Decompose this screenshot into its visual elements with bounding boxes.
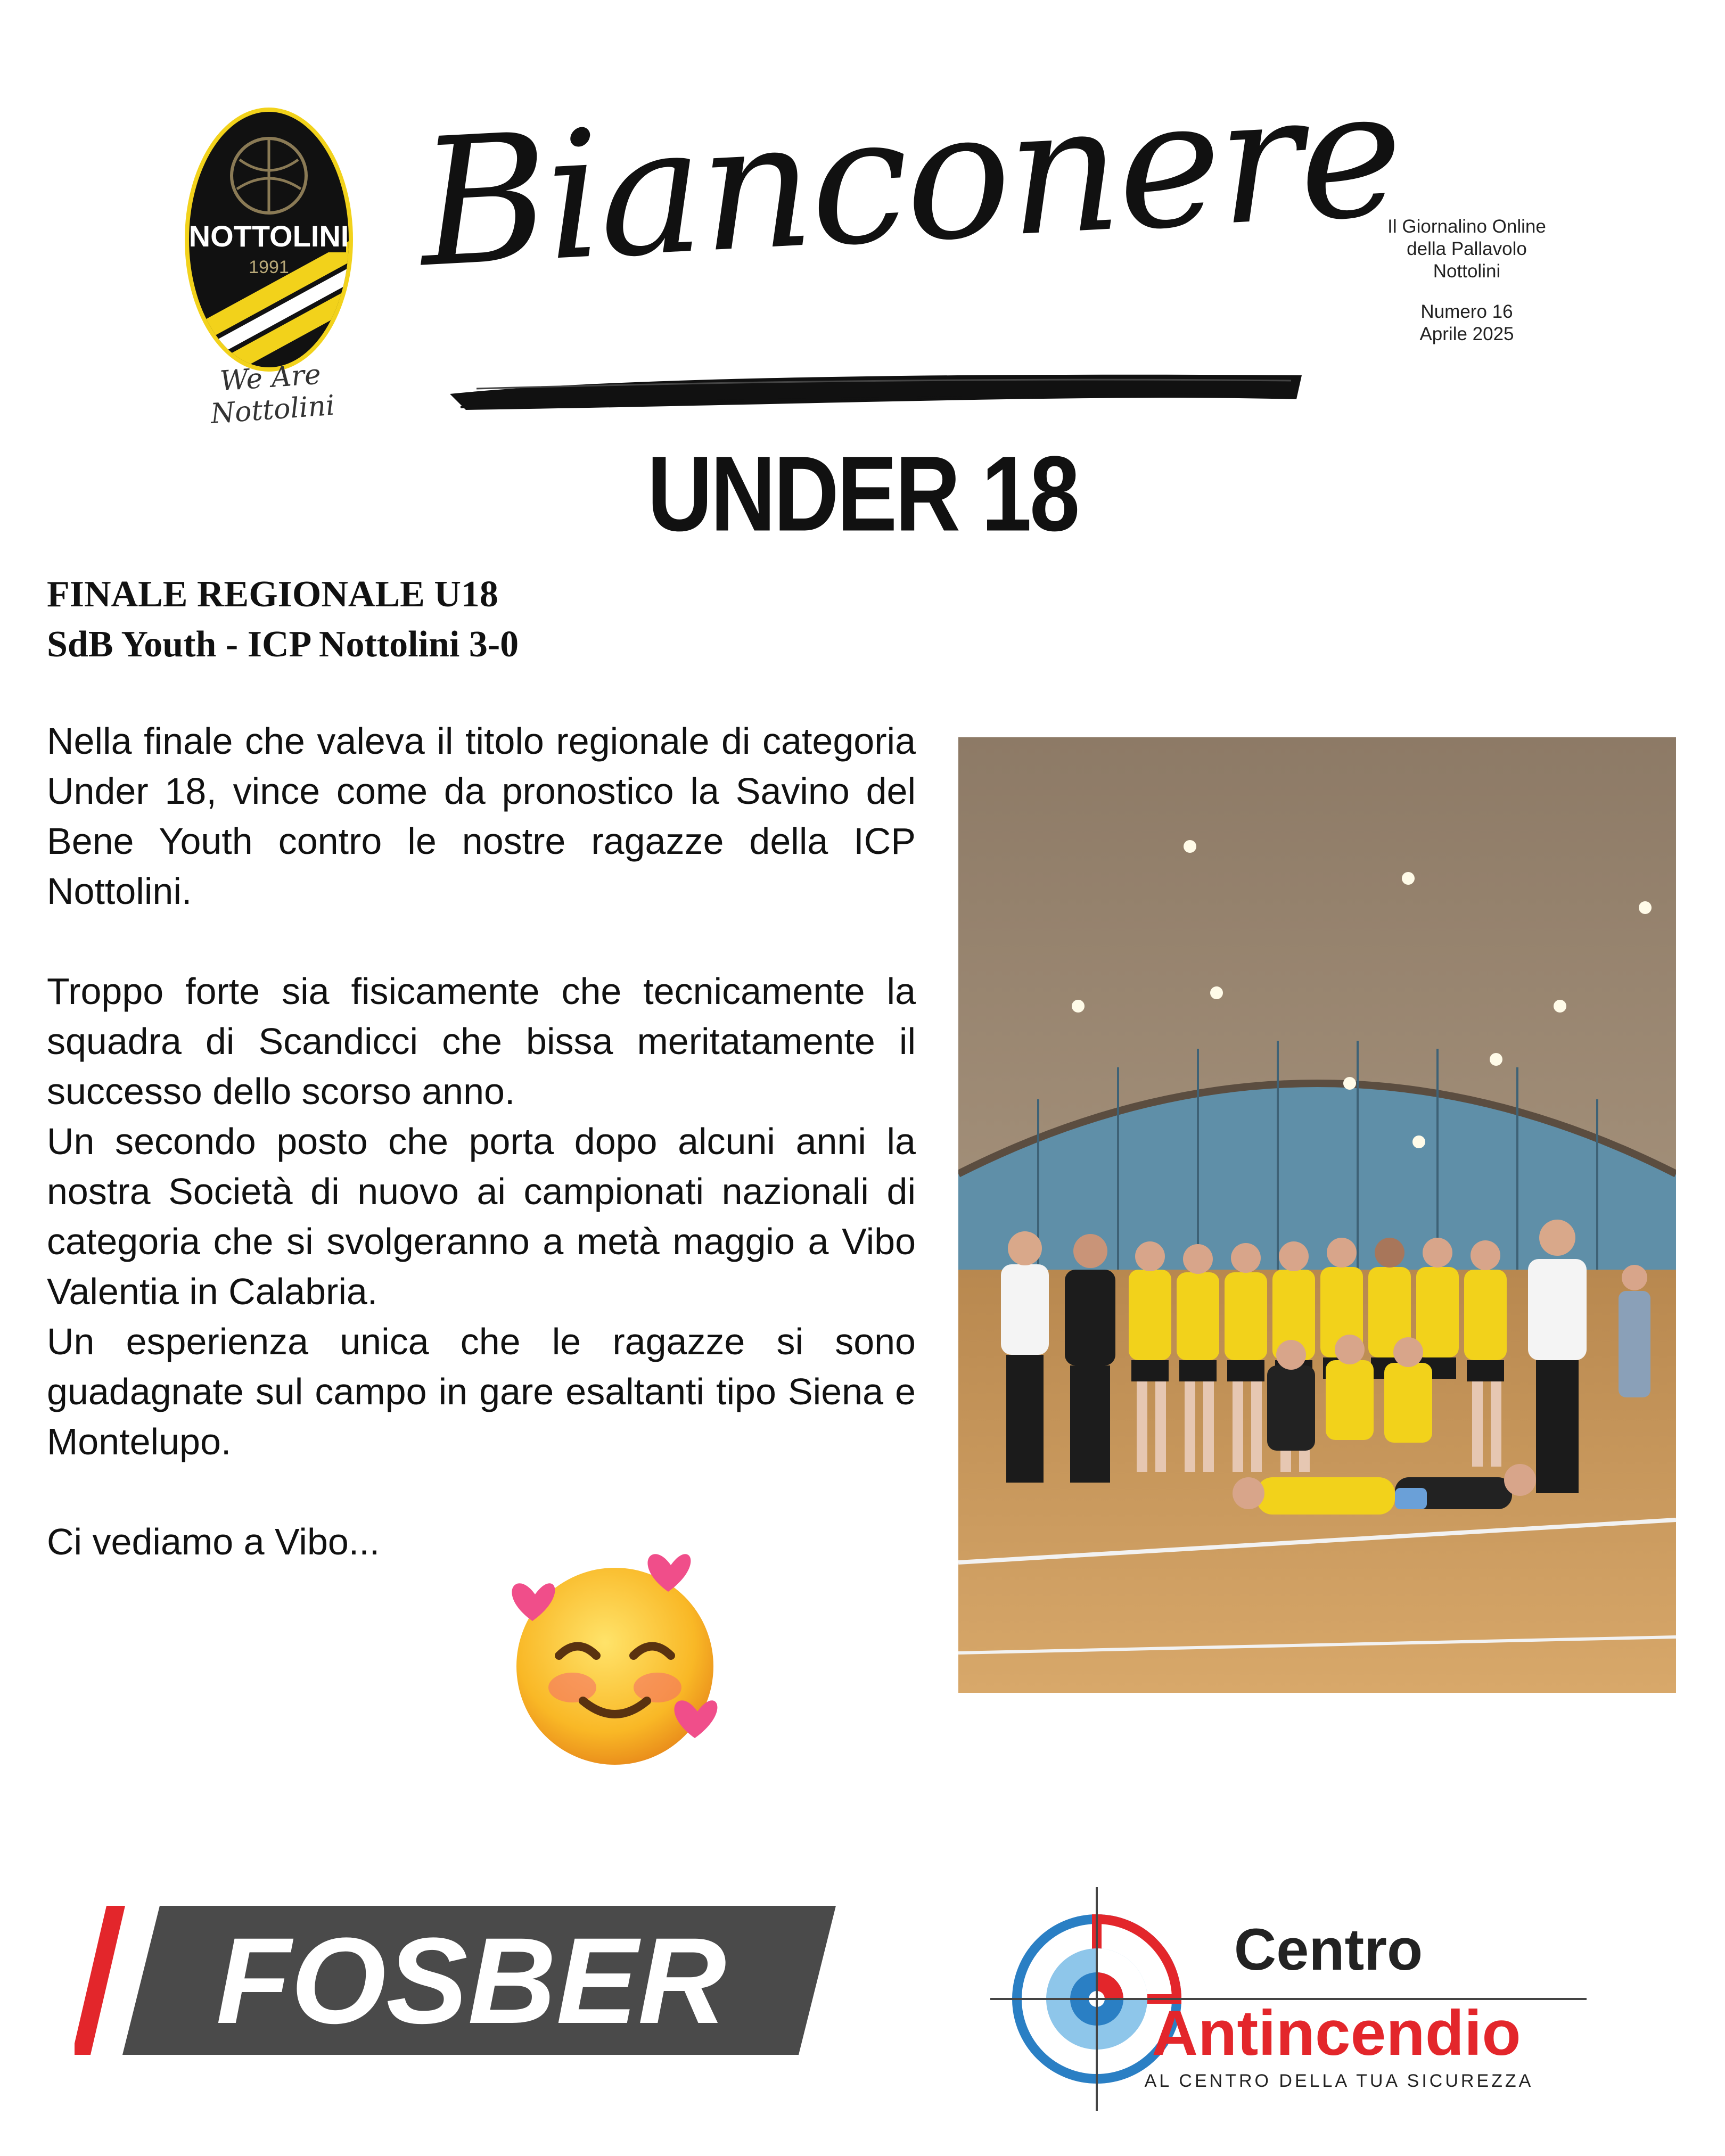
logo-year: 1991 — [249, 257, 289, 277]
paragraph: Troppo forte sia fisicamente che tecnicamente la squadra di Scandicci che bissa meritatamente il successo dello scorso anno. — [47, 970, 916, 1112]
info-line: Nottolini — [1433, 261, 1501, 282]
logo-text: NOTTOLINI — [188, 219, 349, 253]
masthead-title: Bianconere — [414, 51, 1405, 307]
club-motto: We Are Nottolini — [209, 358, 336, 430]
info-line: Il Giornalino Online — [1387, 216, 1546, 237]
header-info — [1342, 216, 1592, 345]
club-logo — [181, 104, 357, 381]
smiling-hearts-emoji-icon — [495, 1536, 735, 1775]
paragraph: Nella finale che valeva il titolo regionale di categoria Under 18, vince come da pronostico la Savino del Bene Youth contro le nostre ragazze della ICP Nottolini. — [47, 720, 916, 912]
heading-line: FINALE REGIONALE U18 — [47, 574, 498, 615]
centro-tagline: AL CENTRO DELLA TUA SICUREZZA — [1144, 2071, 1534, 2091]
team-photo — [958, 737, 1676, 1693]
centro-line1: Centro — [1234, 1917, 1423, 1982]
info-line: della Pallavolo — [1407, 238, 1527, 259]
sponsor-centro-antincendio-logo — [985, 1887, 1603, 2111]
brush-stroke-divider — [445, 362, 1307, 421]
issue-number: Numero 16 — [1420, 301, 1513, 322]
article-body — [47, 716, 916, 1567]
heading-line: SdB Youth - ICP Nottolini 3-0 — [47, 624, 519, 665]
fosber-text: FOSBER — [216, 1912, 727, 2049]
closing-line: Ci vediamo a Vibo... — [47, 1521, 380, 1562]
centro-line2: Antincendio — [1152, 1997, 1521, 2069]
sponsor-fosber-logo — [75, 1900, 836, 2060]
paragraph: Un esperienza unica che le ragazze si sono guadagnate sul campo in gare esaltanti tipo Siena e Montelupo. — [47, 1321, 916, 1462]
team-photo-icon — [958, 737, 1676, 1693]
article-heading — [47, 570, 845, 670]
section-title: UNDER 18 — [647, 434, 1078, 554]
issue-date: Aprile 2025 — [1419, 324, 1514, 344]
paragraph: Un secondo posto che porta dopo alcuni anni la nostra Società di nuovo ai campionati nazionali di categoria che si svolgeranno a metà maggio a Vibo Valentia in Calabria. — [47, 1121, 916, 1312]
